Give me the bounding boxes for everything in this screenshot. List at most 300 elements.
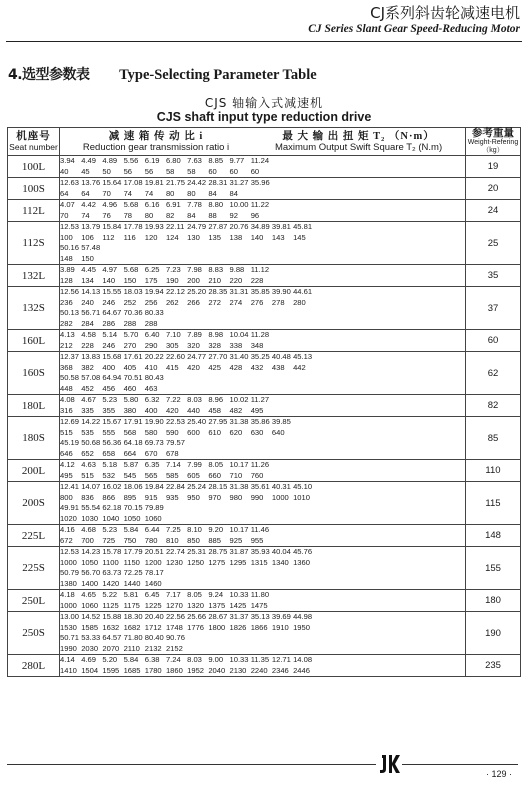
ratio-value: 5.84 bbox=[123, 655, 139, 664]
torque-value: 1866 bbox=[250, 622, 268, 632]
torque-value: 145 bbox=[293, 232, 306, 242]
torque-value: 750 bbox=[123, 535, 137, 545]
ratio-torque-cell bbox=[60, 655, 466, 677]
torque-value: 64 bbox=[60, 188, 69, 198]
ratio-value: 5.68 bbox=[123, 265, 139, 274]
torque-value: 228 bbox=[81, 340, 94, 350]
torque-value: 88 bbox=[208, 210, 217, 220]
ratio-value: 4.07 bbox=[60, 200, 75, 209]
torque-value: 710 bbox=[229, 470, 243, 480]
parameter-table bbox=[7, 127, 521, 677]
ratio-value: 4.13 bbox=[60, 330, 75, 339]
ratio-value: 19.90 bbox=[144, 417, 164, 426]
ratio-line bbox=[60, 460, 465, 471]
torque-value: 45 bbox=[81, 166, 90, 176]
ratio-value: 35.86 bbox=[250, 417, 270, 426]
table-row bbox=[8, 178, 521, 200]
torque-value: 328 bbox=[208, 340, 221, 350]
ratio-value: 7.99 bbox=[187, 460, 202, 469]
ratio-value: 14.22 bbox=[81, 417, 101, 426]
ratio-line bbox=[60, 633, 465, 644]
ratio-value: 31.37 bbox=[229, 612, 249, 621]
ratio-value: 80.43 bbox=[144, 373, 164, 382]
torque-value: 60 bbox=[250, 166, 260, 176]
ratio-value: 5.18 bbox=[102, 460, 118, 469]
header-title-en: CJ Series Slant Gear Speed-Reducing Motor bbox=[308, 23, 520, 35]
ratio-value: 8.83 bbox=[208, 265, 224, 274]
weight-cell: 37 bbox=[466, 287, 521, 330]
torque-value: 96 bbox=[250, 210, 260, 220]
ratio-value: 11.35 bbox=[250, 655, 270, 664]
torque-value: 780 bbox=[144, 535, 158, 545]
ratio-value: 25.40 bbox=[187, 417, 207, 426]
table-row bbox=[8, 460, 521, 482]
ratio-value: 3.94 bbox=[60, 156, 75, 165]
ratio-value: 80.40 bbox=[144, 633, 164, 642]
torque-value: 1800 bbox=[208, 622, 226, 632]
torque-value: 1360 bbox=[293, 557, 310, 567]
torque-line bbox=[60, 536, 465, 547]
torque-value: 1030 bbox=[81, 513, 99, 523]
ratio-value: 31.40 bbox=[229, 352, 249, 361]
table-row bbox=[8, 655, 521, 677]
ratio-value: 18.03 bbox=[123, 287, 143, 296]
torque-value: 50 bbox=[102, 166, 111, 176]
torque-value: 545 bbox=[123, 470, 137, 480]
ratio-value: 4.97 bbox=[102, 265, 118, 274]
section-title bbox=[8, 64, 317, 84]
torque-value: 1585 bbox=[81, 622, 99, 632]
torque-line bbox=[60, 558, 465, 569]
torque-value: 1250 bbox=[187, 557, 205, 567]
ratio-value: 4.08 bbox=[60, 395, 75, 404]
torque-value: 134 bbox=[81, 275, 94, 285]
torque-value: 236 bbox=[60, 297, 73, 307]
torque-value: 640 bbox=[271, 427, 285, 437]
seat-number-cell: 112L bbox=[8, 200, 60, 222]
torque-value: 1475 bbox=[250, 600, 268, 610]
torque-value: 280 bbox=[293, 297, 306, 307]
ratio-value: 35.93 bbox=[250, 547, 270, 556]
torque-value: 555 bbox=[102, 427, 116, 437]
ratio-torque-cell bbox=[60, 287, 466, 330]
ratio-line bbox=[60, 482, 465, 493]
ratio-value: 50.13 bbox=[60, 308, 80, 317]
ratio-torque-cell bbox=[60, 156, 466, 178]
table-row bbox=[8, 547, 521, 590]
torque-value: 456 bbox=[102, 383, 116, 393]
ratio-value: 6.38 bbox=[144, 655, 160, 664]
ratio-value: 78.17 bbox=[144, 568, 164, 577]
ratio-value: 24.79 bbox=[187, 222, 207, 231]
torque-value: 1420 bbox=[102, 578, 120, 588]
ratio-value: 8.03 bbox=[187, 395, 202, 404]
ratio-value: 5.80 bbox=[123, 395, 139, 404]
ratio-value: 57.48 bbox=[81, 243, 101, 252]
torque-value: 74 bbox=[81, 210, 90, 220]
torque-value: 256 bbox=[144, 297, 158, 307]
ratio-value: 14.13 bbox=[81, 287, 101, 296]
ratio-value: 12.63 bbox=[60, 178, 80, 187]
torque-value: 175 bbox=[144, 275, 158, 285]
table-row bbox=[8, 482, 521, 525]
ratio-value: 8.10 bbox=[187, 525, 202, 534]
torque-value: 56 bbox=[123, 166, 133, 176]
ratio-value: 14.08 bbox=[293, 655, 313, 664]
torque-line bbox=[60, 254, 465, 265]
torque-value: 850 bbox=[187, 535, 200, 545]
ratio-value: 5.87 bbox=[123, 460, 139, 469]
ratio-value: 20.51 bbox=[144, 547, 164, 556]
ratio-value: 6.80 bbox=[165, 156, 181, 165]
ratio-line bbox=[60, 612, 465, 623]
torque-value: 2240 bbox=[250, 665, 268, 675]
seat-number-cell: 200L bbox=[8, 460, 60, 482]
torque-value: 760 bbox=[250, 470, 264, 480]
ratio-value: 8.05 bbox=[187, 590, 202, 599]
ratio-value: 6.45 bbox=[144, 590, 160, 599]
ratio-value: 25.24 bbox=[187, 482, 207, 491]
ratio-value: 31.38 bbox=[229, 482, 249, 491]
ratio-value: 39.85 bbox=[271, 417, 291, 426]
torque-line bbox=[60, 363, 465, 374]
ratio-line bbox=[60, 330, 465, 341]
torque-line bbox=[60, 579, 465, 590]
ratio-value: 6.91 bbox=[165, 200, 181, 209]
torque-value: 1100 bbox=[102, 557, 119, 567]
ratio-value: 35.13 bbox=[250, 612, 270, 621]
ratio-value: 15.78 bbox=[102, 547, 122, 556]
torque-value: 60 bbox=[208, 166, 217, 176]
table-row bbox=[8, 352, 521, 395]
torque-line bbox=[60, 211, 465, 222]
ratio-value: 45.81 bbox=[293, 222, 313, 231]
torque-value: 2132 bbox=[144, 643, 162, 653]
table-row bbox=[8, 265, 521, 287]
torque-value: 252 bbox=[123, 297, 137, 307]
seat-number-cell: 225S bbox=[8, 547, 60, 590]
torque-value: 266 bbox=[187, 297, 200, 307]
torque-value: 2446 bbox=[293, 665, 310, 675]
ratio-value: 6.19 bbox=[144, 156, 160, 165]
torque-value: 935 bbox=[165, 492, 179, 502]
torque-value: 1410 bbox=[60, 665, 77, 675]
torque-value: 270 bbox=[123, 340, 137, 350]
ratio-value: 18.06 bbox=[123, 482, 143, 491]
torque-line bbox=[60, 167, 465, 178]
ratio-value: 7.63 bbox=[187, 156, 202, 165]
torque-line bbox=[60, 471, 465, 482]
torque-line bbox=[60, 666, 465, 677]
ratio-torque-cell bbox=[60, 482, 466, 525]
ratio-value: 7.78 bbox=[187, 200, 202, 209]
ratio-value: 7.10 bbox=[165, 330, 181, 339]
torque-value: 84 bbox=[229, 188, 238, 198]
ratio-value: 27.70 bbox=[208, 352, 228, 361]
torque-value: 1040 bbox=[102, 513, 120, 523]
ratio-value: 9.24 bbox=[208, 590, 224, 599]
ratio-value: 7.23 bbox=[165, 265, 181, 274]
ratio-line bbox=[60, 308, 465, 319]
ratio-value: 69.73 bbox=[144, 438, 164, 447]
ratio-value: 35.96 bbox=[250, 178, 270, 187]
torque-value: 150 bbox=[81, 253, 94, 263]
seat-number-cell: 160L bbox=[8, 330, 60, 352]
ratio-torque-cell bbox=[60, 460, 466, 482]
torque-value: 460 bbox=[123, 383, 137, 393]
ratio-value: 53.33 bbox=[81, 633, 101, 642]
table-row bbox=[8, 156, 521, 178]
torque-value: 100 bbox=[60, 232, 73, 242]
torque-value: 316 bbox=[60, 405, 73, 415]
torque-value: 630 bbox=[250, 427, 264, 437]
ratio-value: 17.61 bbox=[123, 352, 143, 361]
torque-line bbox=[60, 601, 465, 612]
ratio-value: 7.24 bbox=[165, 655, 181, 664]
torque-value: 1632 bbox=[102, 622, 120, 632]
torque-value: 246 bbox=[102, 297, 116, 307]
footer-divider bbox=[7, 764, 518, 765]
weight-cell: 148 bbox=[466, 525, 521, 547]
ratio-value: 25.31 bbox=[187, 547, 207, 556]
torque-value: 1712 bbox=[144, 622, 162, 632]
ratio-line bbox=[60, 352, 465, 363]
ratio-line bbox=[60, 178, 465, 189]
torque-value: 240 bbox=[81, 297, 94, 307]
torque-value: 1595 bbox=[102, 665, 120, 675]
torque-value: 150 bbox=[123, 275, 137, 285]
ratio-value: 15.88 bbox=[102, 612, 122, 621]
torque-value: 400 bbox=[144, 405, 158, 415]
ratio-torque-cell bbox=[60, 612, 466, 655]
ratio-value: 70.51 bbox=[123, 373, 143, 382]
ratio-value: 22.53 bbox=[165, 417, 185, 426]
torque-line bbox=[60, 233, 465, 244]
ratio-value: 64.67 bbox=[102, 308, 122, 317]
ratio-value: 90.76 bbox=[165, 633, 185, 642]
ratio-value: 50.71 bbox=[60, 633, 80, 642]
torque-value: 1125 bbox=[102, 600, 119, 610]
torque-value: 895 bbox=[123, 492, 137, 502]
jk-logo-icon bbox=[376, 752, 402, 776]
ratio-value: 4.14 bbox=[60, 655, 75, 664]
ratio-value: 4.12 bbox=[60, 460, 75, 469]
ratio-line bbox=[60, 503, 465, 514]
torque-value: 1320 bbox=[187, 600, 205, 610]
torque-value: 200 bbox=[187, 275, 200, 285]
ratio-value: 4.63 bbox=[81, 460, 96, 469]
torque-value: 84 bbox=[187, 210, 196, 220]
ratio-value: 4.89 bbox=[102, 156, 118, 165]
torque-value: 452 bbox=[81, 383, 94, 393]
header-ratio-cn: 减 速 箱 传 动 比 i bbox=[108, 130, 204, 142]
torque-value: 420 bbox=[165, 405, 179, 415]
ratio-value: 28.15 bbox=[208, 482, 228, 491]
torque-value: 190 bbox=[165, 275, 179, 285]
torque-value: 1440 bbox=[123, 578, 141, 588]
torque-value: 70 bbox=[60, 210, 69, 220]
torque-value: 1230 bbox=[165, 557, 183, 567]
torque-value: 970 bbox=[208, 492, 221, 502]
table-row bbox=[8, 222, 521, 265]
torque-value: 288 bbox=[123, 318, 137, 328]
torque-value: 140 bbox=[250, 232, 264, 242]
ratio-value: 10.33 bbox=[229, 655, 249, 664]
ratio-value: 39.81 bbox=[271, 222, 291, 231]
ratio-value: 27.95 bbox=[208, 417, 228, 426]
ratio-value: 5.68 bbox=[123, 200, 139, 209]
torque-value: 1050 bbox=[123, 513, 141, 523]
ratio-value: 10.17 bbox=[229, 460, 249, 469]
ratio-value: 24.42 bbox=[187, 178, 207, 187]
torque-value: 442 bbox=[293, 362, 306, 372]
torque-line bbox=[60, 406, 465, 417]
weight-cell: 25 bbox=[466, 222, 521, 265]
ratio-value: 7.22 bbox=[165, 395, 181, 404]
ratio-value: 10.33 bbox=[229, 590, 249, 599]
ratio-value: 7.98 bbox=[187, 265, 202, 274]
torque-value: 80 bbox=[144, 210, 154, 220]
weight-cell: 180 bbox=[466, 590, 521, 612]
torque-value: 2130 bbox=[229, 665, 247, 675]
torque-value: 495 bbox=[60, 470, 73, 480]
torque-value: 425 bbox=[208, 362, 221, 372]
torque-value: 1400 bbox=[81, 578, 99, 588]
ratio-value: 57.08 bbox=[81, 373, 101, 382]
ratio-torque-cell bbox=[60, 178, 466, 200]
ratio-value: 8.80 bbox=[208, 200, 224, 209]
weight-cell: 62 bbox=[466, 352, 521, 395]
torque-value: 428 bbox=[229, 362, 243, 372]
torque-value: 440 bbox=[187, 405, 200, 415]
ratio-value: 79.89 bbox=[144, 503, 164, 512]
weight-cell: 85 bbox=[466, 417, 521, 460]
ratio-value: 15.64 bbox=[102, 178, 122, 187]
ratio-value: 50.58 bbox=[60, 373, 80, 382]
weight-cell: 24 bbox=[466, 200, 521, 222]
header-weight-en: Weight-Refering（kg） bbox=[467, 139, 519, 154]
torque-value: 432 bbox=[250, 362, 264, 372]
ratio-value: 5.23 bbox=[102, 395, 118, 404]
ratio-value: 13.79 bbox=[81, 222, 101, 231]
torque-line bbox=[60, 189, 465, 200]
ratio-value: 12.56 bbox=[60, 287, 80, 296]
ratio-value: 4.58 bbox=[81, 330, 96, 339]
torque-value: 1270 bbox=[165, 600, 183, 610]
seat-number-cell: 180S bbox=[8, 417, 60, 460]
ratio-value: 20.40 bbox=[144, 612, 164, 621]
seat-number-cell: 132L bbox=[8, 265, 60, 287]
header-weight-cn: 参考重量 bbox=[472, 128, 514, 139]
torque-value: 866 bbox=[102, 492, 116, 502]
torque-line bbox=[60, 493, 465, 504]
torque-value: 515 bbox=[60, 427, 73, 437]
ratio-value: 12.41 bbox=[60, 482, 80, 491]
torque-value: 290 bbox=[144, 340, 158, 350]
ratio-value: 50.68 bbox=[81, 438, 101, 447]
torque-value: 58 bbox=[165, 166, 175, 176]
torque-value: 885 bbox=[208, 535, 221, 545]
ratio-value: 22.12 bbox=[165, 287, 185, 296]
ratio-value: 22.84 bbox=[165, 482, 185, 491]
weight-cell: 60 bbox=[466, 330, 521, 352]
weight-cell: 115 bbox=[466, 482, 521, 525]
ratio-value: 9.88 bbox=[229, 265, 245, 274]
seat-number-cell: 250S bbox=[8, 612, 60, 655]
torque-value: 84 bbox=[208, 188, 217, 198]
torque-line bbox=[60, 514, 465, 525]
torque-value: 800 bbox=[60, 492, 73, 502]
torque-value: 670 bbox=[144, 448, 158, 458]
torque-value: 274 bbox=[229, 297, 243, 307]
torque-value: 836 bbox=[81, 492, 94, 502]
ratio-torque-cell bbox=[60, 547, 466, 590]
ratio-line bbox=[60, 243, 465, 254]
torque-value: 1060 bbox=[81, 600, 99, 610]
ratio-torque-cell bbox=[60, 352, 466, 395]
torque-value: 60 bbox=[229, 166, 238, 176]
ratio-value: 11.27 bbox=[250, 395, 270, 404]
torque-value: 56 bbox=[144, 166, 154, 176]
ratio-value: 9.00 bbox=[208, 655, 224, 664]
ratio-value: 8.85 bbox=[208, 156, 224, 165]
torque-value: 80 bbox=[165, 188, 175, 198]
ratio-value: 35.25 bbox=[250, 352, 270, 361]
ratio-value: 15.84 bbox=[102, 222, 122, 231]
header-ratio-torque bbox=[60, 128, 466, 156]
ratio-value: 5.56 bbox=[123, 156, 139, 165]
ratio-value: 80.33 bbox=[144, 308, 164, 317]
ratio-value: 12.71 bbox=[271, 655, 291, 664]
torque-line bbox=[60, 623, 465, 634]
torque-value: 78 bbox=[123, 210, 133, 220]
ratio-value: 8.96 bbox=[208, 395, 224, 404]
ratio-line bbox=[60, 222, 465, 233]
torque-value: 40 bbox=[60, 166, 69, 176]
ratio-line bbox=[60, 547, 465, 558]
weight-cell: 20 bbox=[466, 178, 521, 200]
table-subtitle-en: CJS shaft input type reduction drive bbox=[156, 110, 372, 124]
ratio-value: 19.81 bbox=[144, 178, 164, 187]
torque-value: 565 bbox=[144, 470, 158, 480]
torque-line bbox=[60, 341, 465, 352]
ratio-value: 17.08 bbox=[123, 178, 143, 187]
torque-value: 678 bbox=[165, 448, 179, 458]
ratio-value: 10.02 bbox=[229, 395, 249, 404]
ratio-value: 13.83 bbox=[81, 352, 101, 361]
ratio-value: 28.67 bbox=[208, 612, 228, 621]
ratio-value: 22.56 bbox=[165, 612, 185, 621]
header-divider bbox=[6, 41, 522, 42]
torque-value: 210 bbox=[208, 275, 221, 285]
torque-value: 74 bbox=[144, 188, 154, 198]
ratio-value: 5.70 bbox=[123, 330, 139, 339]
torque-value: 58 bbox=[187, 166, 196, 176]
torque-value: 212 bbox=[60, 340, 73, 350]
ratio-value: 79.57 bbox=[165, 438, 185, 447]
torque-value: 70 bbox=[102, 188, 111, 198]
torque-value: 130 bbox=[187, 232, 200, 242]
table-row bbox=[8, 330, 521, 352]
torque-value: 620 bbox=[229, 427, 243, 437]
torque-value: 448 bbox=[60, 383, 73, 393]
ratio-value: 4.49 bbox=[81, 156, 96, 165]
ratio-value: 64.57 bbox=[102, 633, 122, 642]
ratio-value: 8.03 bbox=[187, 655, 202, 664]
torque-value: 1000 bbox=[271, 492, 289, 502]
ratio-value: 24.77 bbox=[187, 352, 207, 361]
ratio-line bbox=[60, 568, 465, 579]
